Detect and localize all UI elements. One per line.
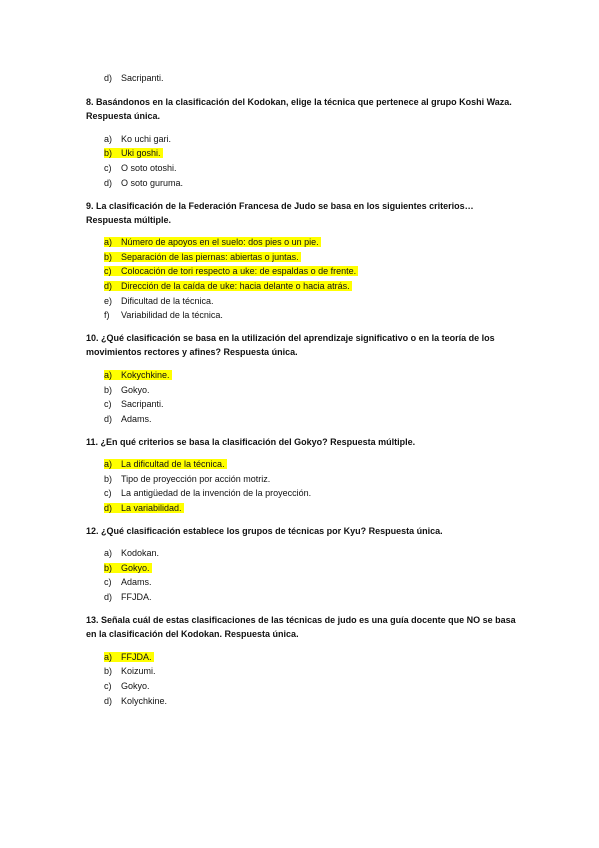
option-item bbox=[104, 177, 183, 189]
option-item-highlighted bbox=[104, 251, 301, 263]
option-item bbox=[104, 295, 214, 307]
option-letter: a) bbox=[104, 459, 113, 469]
option-letter: c) bbox=[104, 577, 112, 587]
option-letter: c) bbox=[104, 488, 112, 498]
option-item-highlighted bbox=[104, 280, 352, 292]
option-item-highlighted bbox=[104, 651, 154, 663]
option-text: Variabilidad de la técnica. bbox=[121, 310, 223, 320]
question-9-title: 9. La clasificación de la Federación Francesa de Judo se basa en los siguientes criterios… Respuesta múltiple. bbox=[86, 201, 474, 225]
option-text: Kokychkine. bbox=[121, 370, 170, 380]
option-text: Separación de las piernas: abiertas o juntas. bbox=[121, 252, 299, 262]
option-text: Koizumi. bbox=[121, 666, 156, 676]
option-text: Dirección de la caída de uke: hacia delante o hacia atrás. bbox=[121, 281, 350, 291]
option-item bbox=[104, 72, 164, 84]
option-letter: d) bbox=[104, 73, 113, 83]
option-letter: c) bbox=[104, 163, 112, 173]
option-letter: b) bbox=[104, 252, 113, 262]
option-item bbox=[104, 547, 159, 559]
option-text: Sacripanti. bbox=[121, 399, 164, 409]
option-text: Adams. bbox=[121, 414, 152, 424]
option-letter: a) bbox=[104, 370, 113, 380]
question-8-title: 8. Basándonos en la clasificación del Kodokan, elige la técnica que pertenece al grupo Koshi Waza. Respuesta única. bbox=[86, 97, 512, 121]
option-text: Uki goshi. bbox=[121, 148, 161, 158]
question-12-title: 12. ¿Qué clasificación establece los grupos de técnicas por Kyu? Respuesta única. bbox=[86, 526, 443, 536]
option-letter: b) bbox=[104, 385, 113, 395]
option-item-highlighted bbox=[104, 562, 152, 574]
option-item bbox=[104, 665, 156, 677]
option-item bbox=[104, 384, 150, 396]
option-letter: d) bbox=[104, 178, 113, 188]
option-item bbox=[104, 576, 152, 588]
option-text: Gokyo. bbox=[121, 385, 150, 395]
option-letter: d) bbox=[104, 592, 113, 602]
option-item bbox=[104, 680, 150, 692]
option-text: Gokyo. bbox=[121, 563, 150, 573]
option-letter: a) bbox=[104, 134, 113, 144]
option-item bbox=[104, 487, 311, 499]
option-text: Kolychkine. bbox=[121, 696, 168, 706]
option-letter: b) bbox=[104, 666, 113, 676]
option-text: Ko uchi gari. bbox=[121, 134, 172, 144]
option-text: FFJDA. bbox=[121, 592, 152, 602]
option-text: FFJDA. bbox=[121, 652, 152, 662]
option-letter: b) bbox=[104, 563, 113, 573]
option-item bbox=[104, 591, 152, 603]
option-text: Número de apoyos en el suelo: dos pies o un pie. bbox=[121, 237, 319, 247]
option-item bbox=[104, 309, 223, 321]
option-item-highlighted bbox=[104, 236, 321, 248]
option-letter: d) bbox=[104, 281, 113, 291]
option-item-highlighted bbox=[104, 369, 172, 381]
option-text: Tipo de proyección por acción motriz. bbox=[121, 474, 271, 484]
option-letter: f) bbox=[104, 310, 110, 320]
option-letter: c) bbox=[104, 266, 112, 276]
option-letter: c) bbox=[104, 681, 112, 691]
option-item bbox=[104, 413, 152, 425]
option-text: La dificultad de la técnica. bbox=[121, 459, 225, 469]
option-letter: d) bbox=[104, 503, 113, 513]
option-item bbox=[104, 133, 171, 145]
option-item bbox=[104, 695, 167, 707]
option-letter: b) bbox=[104, 474, 113, 484]
option-text: La variabilidad. bbox=[121, 503, 182, 513]
option-item bbox=[104, 398, 164, 410]
option-text: Gokyo. bbox=[121, 681, 150, 691]
option-text: Dificultad de la técnica. bbox=[121, 296, 214, 306]
option-item-highlighted bbox=[104, 265, 358, 277]
option-item-highlighted bbox=[104, 502, 184, 514]
option-text: La antigüedad de la invención de la proyección. bbox=[121, 488, 312, 498]
option-letter: c) bbox=[104, 399, 112, 409]
option-letter: d) bbox=[104, 696, 113, 706]
option-item-highlighted bbox=[104, 147, 163, 159]
option-item-highlighted bbox=[104, 458, 227, 470]
option-item bbox=[104, 473, 270, 485]
option-letter: b) bbox=[104, 148, 113, 158]
option-text: Sacripanti. bbox=[121, 73, 164, 83]
option-letter: e) bbox=[104, 296, 113, 306]
option-text: Adams. bbox=[121, 577, 152, 587]
option-letter: d) bbox=[104, 414, 113, 424]
option-letter: a) bbox=[104, 548, 113, 558]
option-text: O soto otoshi. bbox=[121, 163, 177, 173]
question-11-title: 11. ¿En qué criterios se basa la clasificación del Gokyo? Respuesta múltiple. bbox=[86, 437, 416, 447]
option-item bbox=[104, 162, 177, 174]
option-text: Kodokan. bbox=[121, 548, 160, 558]
option-letter: a) bbox=[104, 652, 113, 662]
option-letter: a) bbox=[104, 237, 113, 247]
option-text: Colocación de tori respecto a uke: de espaldas o de frente. bbox=[121, 266, 357, 276]
option-text: O soto guruma. bbox=[121, 178, 184, 188]
question-10-title: 10. ¿Qué clasificación se basa en la utilización del aprendizaje significativo o en la teoría de los movimientos rectores y afines? Respuesta única. bbox=[86, 333, 495, 357]
question-13-title: 13. Señala cuál de estas clasificaciones de las técnicas de judo es una guía docente que NO se basa en la clasificación del Kodokan. Respuesta única. bbox=[86, 615, 516, 639]
